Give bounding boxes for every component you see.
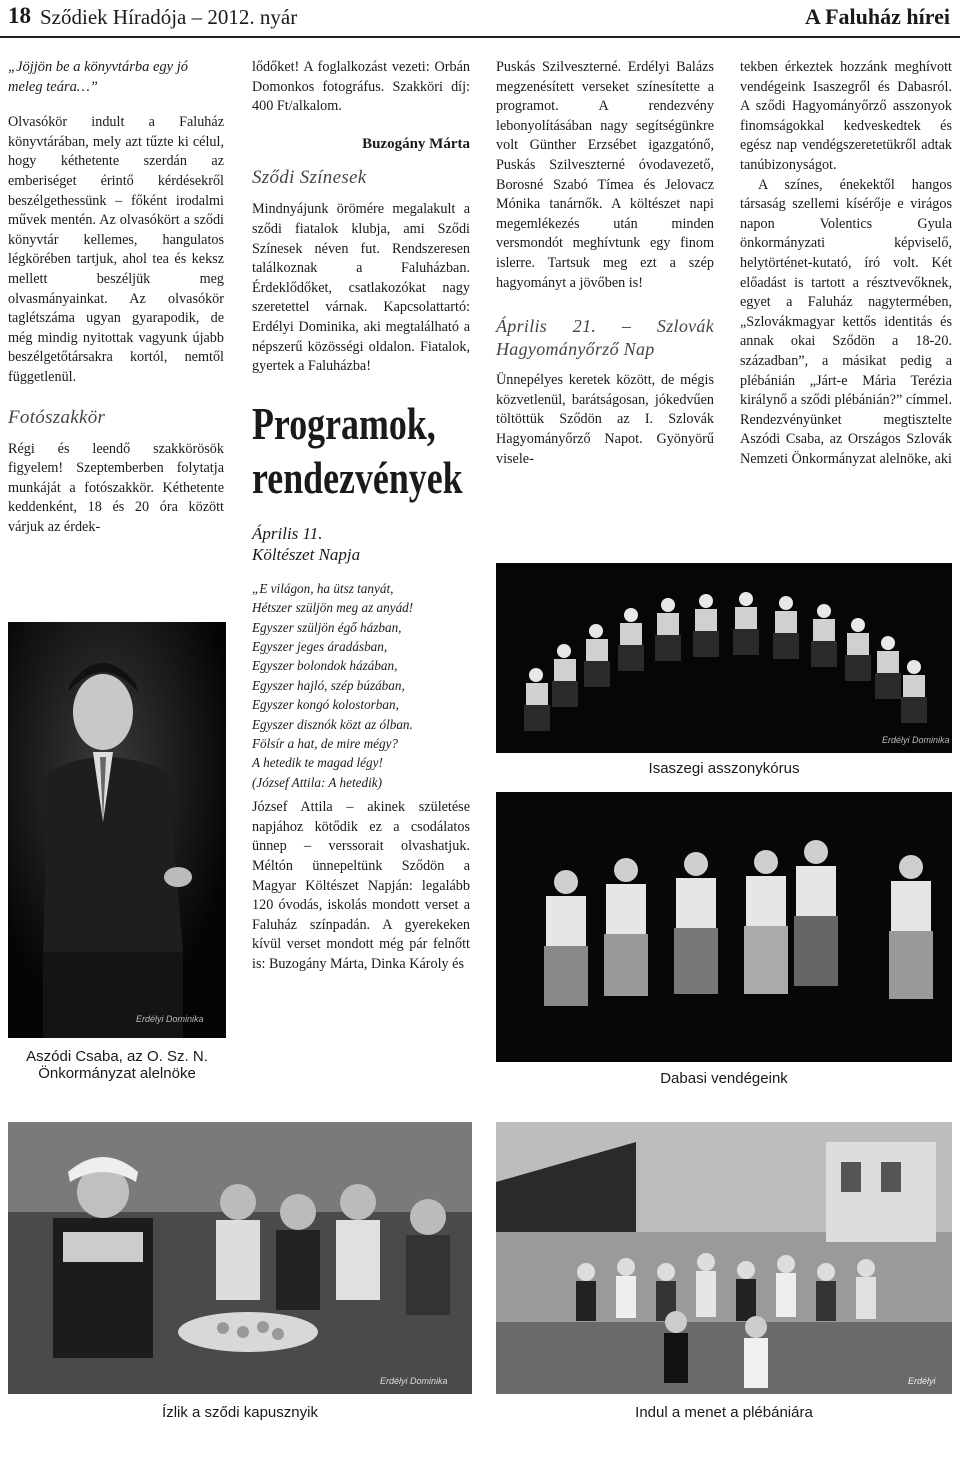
- photo-credit: Erdélyi Dominika: [136, 1014, 204, 1024]
- olvasokor-title: „Jöjjön be a könyvtárba egy jó meleg teára…”: [8, 59, 188, 95]
- szlovak-nap-body: Ünnepélyes keretek között, de mégis közvetlenül, barátságosan, jókedvűen töltöttük Sződön az I. Szlovák Hagyományőrző Napot. Gyönyörű visele-: [496, 372, 714, 467]
- photo-isaszeg: [496, 563, 952, 753]
- fotoszakkor-subhead: Fotószakkör: [8, 406, 106, 428]
- menet-image: [496, 1122, 952, 1394]
- kolteszet-body: József Attila – akinek születése napjához kötődik ez a csodálatos ünnep – verssorait olvashatjuk. Méltón ünnepeltünk Sződön a Magyar Költészet Napján: legalább 120 óvodás, iskolás mondott verset a Faluház színpadán. A gyerekeken kívül verset mondott még pár felnőtt is: Buzogány Márta, Dinka Károly és: [252, 799, 470, 972]
- speaker-image: [8, 622, 226, 1038]
- dabas-image: [496, 792, 952, 1062]
- photo-dabas: [496, 792, 952, 1062]
- author-buzogany: Buzogány Márta: [362, 135, 470, 152]
- isaszeg-caption: Isaszegi asszonykórus: [648, 760, 800, 777]
- programs-title-2: rendezvények: [252, 451, 463, 503]
- szinesek-body: Mindnyájunk örömére megalakult a sződi fiatalok klubja, ami Sződi Színesek néven fut. Rendszeresen találkoznak a Faluházban. Érdeklődőket, csatlakozókat nagy szeretettel várnak. Kapcsolattartó: Erdélyi Dominika, aki megtalálható a népszerű közösségi oldalon. Fiatalok, gyertek a Faluházba!: [252, 201, 470, 375]
- column-2: [252, 58, 470, 975]
- column-4: [740, 58, 952, 469]
- poem-line: Egyszer disznók közt az ólban.: [252, 716, 413, 732]
- poem-line: Egyszer bolondok házában,: [252, 658, 398, 674]
- szinesek-subhead: Sződi Színesek: [252, 167, 367, 189]
- speaker-caption: Aszódi Csaba, az O. Sz. N. Önkormányzat alelnöke: [26, 1048, 208, 1082]
- photo-kapusznyik: [8, 1122, 472, 1394]
- page-number: 18: [8, 3, 31, 28]
- photo-credit: Erdélyi: [908, 1376, 936, 1386]
- event-date-april-11: Április 11.: [252, 523, 323, 543]
- kolteszet-body-cont: Puskás Szilveszterné. Erdélyi Balázs megzenésített verseket színesítette a programot. A rendezvény lebonyolításában nagy segítségünkre volt Günther Erzsébet igazgatónő, Puskás Szilveszterné óvodavezető, Borosné Szabó Tímea és Jelovacz Mónika tanárnők. A költészet napi megemlékezés után minden versmondót meghívtunk egy finom islerre. Tartsuk meg ezt a szép hagyományt a jövőben is!: [496, 59, 714, 291]
- header-rule: [0, 36, 960, 38]
- isaszeg-image: [496, 563, 952, 753]
- poem-line: Fölsír a hat, de mire mégy?: [252, 735, 399, 751]
- poem-line: (József Attila: A hetedik): [252, 774, 383, 790]
- event-szlovak-nap: Április 21. – Szlovák Hagyományőrző Nap: [496, 316, 714, 360]
- photo-credit: Erdélyi Dominika: [380, 1376, 448, 1386]
- programs-title-1: Programok,: [252, 397, 436, 449]
- poem-line: Egyszer kongó kolostorban,: [252, 697, 399, 713]
- poem-line: Egyszer jeges áradásban,: [252, 638, 388, 654]
- poem-line: Hétszer szüljön meg az anyád!: [252, 600, 414, 616]
- photo-credit: Erdélyi Dominika: [882, 735, 950, 745]
- kapusznyik-caption: Ízlik a sződi kapusznyik: [162, 1404, 318, 1421]
- menet-caption: Indul a menet a plébániára: [635, 1404, 813, 1421]
- poem-line: Egyszer hajló, szép búzában,: [252, 677, 405, 693]
- poem-line: „E világon, ha ütsz tanyát,: [252, 580, 394, 596]
- poem-line: Egyszer szüljön égő házban,: [252, 619, 402, 635]
- fotoszakkor-body: Régi és leendő szakkörösök figyelem! Szeptemberben folytatja munkáját a fotószakkör. Kéthetente keddenként, 18 és 20 óra között várjuk az érdek-: [8, 440, 224, 535]
- magazine-title: Sződiek Híradója – 2012. nyár: [40, 5, 298, 29]
- kapusznyik-image: [8, 1122, 472, 1394]
- event-name-kolteszet: Költészet Napja: [252, 544, 361, 564]
- olvasokor-body: Olvasókör indult a Faluház könyvtárában, mely azt tűzte ki célul, hogy kéthetente szerdán az emberiséget érintő kérdésekről beszélgethessünk – főként irodalmi művek mentén. Az olvasókört a sződi könyvtár kellemes, hangulatos légkörében tartjuk, ahol tea és keksz mellett beszéljük meg olvasmányainkat. Az olvasókör taglétszáma ugyan gyarapodik, de még mindig nyitottak vagyunk újabb beszélgetőtársakra kortól, nemtől függetlenül.: [8, 114, 224, 385]
- poem: [252, 579, 470, 792]
- poem-line: A hetedik te magad légy!: [252, 755, 383, 771]
- volentics-body: A színes, énekektől hangos társaság szellemi kísérője e virágos napon Volentics Gyula önkormányzati képviselő, helytörténet-kutató, író volt. Két előadást is tartott a résztvevőknek, egyet a Faluház nagytermében, „Szlovákmagyar kettős identitás és annak okai Sződön a 18-20. században”, a másikat pedig a plébánián „Járt-e Mária Terézia királynő a sződi plébánián?” címmel. Rendezvényünket megtisztelte Aszódi Csaba, az Országos Szlovák Nemzeti Önkormányzat alelnöke, aki: [740, 176, 952, 467]
- column-1: [8, 58, 224, 537]
- vendegek-body: tekben érkeztek hozzánk meghívott vendégeink Isaszegről és Dabasról. A sződi Hagyományőrző asszonyok finomságokkal kedveskedtek és egész nap vendégszeretetükről adtak tanúbizonyságot.: [740, 59, 952, 173]
- photo-speaker: [8, 622, 226, 1038]
- fotoszakkor-body-cont: lődőket! A foglalkozást vezeti: Orbán Domonkos fotográfus. Szakköri díj: 400 Ft/alkalom.: [252, 59, 470, 115]
- column-3: [496, 58, 714, 469]
- page-header: [0, 0, 960, 38]
- dabas-caption: Dabasi vendégeink: [660, 1070, 788, 1087]
- photo-menet: [496, 1122, 952, 1394]
- section-title: A Faluház hírei: [804, 4, 950, 29]
